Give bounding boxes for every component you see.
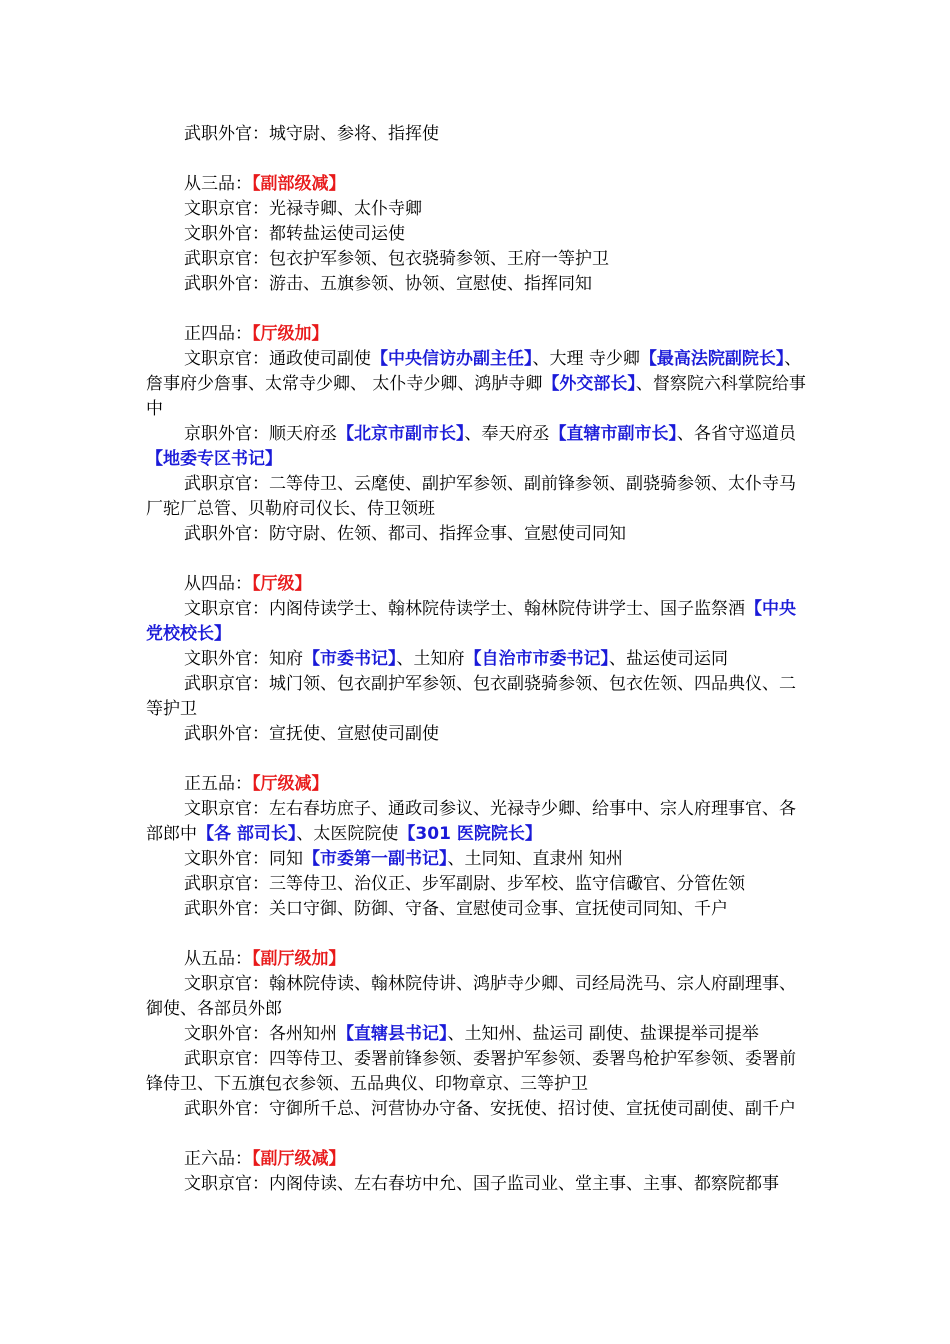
official-titles: 、土同知、直隶州 知州	[447, 849, 623, 869]
modern-equivalent: 【最高法院副院长】	[639, 349, 785, 369]
official-list-paragraph	[146, 197, 811, 222]
official-list-paragraph	[146, 222, 811, 247]
grade-section	[146, 172, 811, 297]
official-titles: 武职外官：宣抚使、宣慰使司副使	[184, 724, 439, 744]
document-content	[146, 122, 811, 1222]
official-list-paragraph	[146, 972, 811, 1022]
official-titles: 、盐运使司运同	[609, 649, 728, 669]
official-titles: 、督察院六科掌院给事 中	[146, 374, 806, 419]
modern-rank-label: 【副厅级减】	[252, 1149, 346, 1169]
modern-equivalent: 【直辖市副市长】	[549, 424, 677, 444]
grade-label: 正六品：	[184, 1149, 252, 1169]
official-list-paragraph	[146, 1097, 811, 1122]
grade-section	[146, 947, 811, 1122]
grade-heading	[146, 572, 811, 597]
official-list-paragraph	[146, 272, 811, 297]
official-titles: 、詹事府少詹事、太常寺少卿、 太仆寺少卿、鸿胪寺卿	[146, 349, 802, 394]
official-list-paragraph	[146, 1172, 811, 1197]
modern-equivalent: 【北京市副市长】	[337, 424, 465, 444]
official-list-paragraph	[146, 797, 811, 847]
official-list-paragraph	[146, 647, 811, 672]
official-titles: 武职京官：二等侍卫、云麾使、副护军参领、副前锋参领、副骁骑参领、太仆寺马厂驼厂总管、贝勒府司仪长、侍卫领班	[146, 474, 796, 519]
official-titles: 、大理 寺少卿	[532, 349, 640, 369]
official-list-paragraph	[146, 872, 811, 897]
grade-label: 正四品：	[184, 324, 252, 344]
official-list-paragraph	[146, 522, 811, 547]
official-titles: 武职京官：城门领、包衣副护军参领、包衣副骁骑参领、包衣佐领、四品典仪、二等护卫	[146, 674, 796, 719]
official-titles: 武职京官：包衣护军参领、包衣骁骑参领、王府一等护卫	[184, 249, 609, 269]
modern-rank-label: 【副厅级加】	[252, 949, 346, 969]
grade-heading	[146, 172, 811, 197]
official-list-paragraph	[146, 722, 811, 747]
grade-heading	[146, 1147, 811, 1172]
official-titles: 武职外官：城守尉、参将、指挥使	[184, 124, 439, 144]
official-titles: 武职京官：三等侍卫、治仪正、步军副尉、步军校、监守信礮官、分管佐领	[184, 874, 745, 894]
official-list-paragraph	[146, 122, 811, 147]
modern-equivalent: 【外交部长】	[542, 374, 636, 394]
official-titles: 文职京官：光禄寺卿、太仆寺卿	[184, 199, 422, 219]
official-list-paragraph	[146, 1047, 811, 1097]
modern-equivalent: 【301 医院院长】	[398, 824, 542, 844]
modern-equivalent: 【直辖县书记】	[337, 1024, 448, 1044]
official-titles: 武职外官：游击、五旗参领、协领、宣慰使、指挥同知	[184, 274, 592, 294]
official-titles: 京职外官：顺天府丞	[184, 424, 337, 444]
grade-label: 正五品：	[184, 774, 252, 794]
modern-rank-label: 【厅级减】	[252, 774, 329, 794]
official-titles: 武职外官：关口守御、防御、守备、宣慰使司佥事、宣抚使司同知、千户	[184, 899, 728, 919]
grade-section	[146, 1147, 811, 1197]
official-list-paragraph	[146, 597, 811, 647]
modern-equivalent: 【地委专区书记】	[146, 449, 282, 469]
official-titles: 文职京官：内阁侍读学士、翰林院侍读学士、翰林院侍讲学士、国子监祭酒	[184, 599, 745, 619]
official-titles: 文职外官：各州知州	[184, 1024, 337, 1044]
modern-rank-label: 【厅级】	[252, 574, 312, 594]
official-titles: 、土知州、盐运司 副使、盐课提举司提举	[447, 1024, 759, 1044]
official-list-paragraph	[146, 472, 811, 522]
official-list-paragraph	[146, 347, 811, 422]
modern-equivalent: 【自治市市委书记】	[464, 649, 609, 669]
modern-equivalent: 【中央信访办副主任】	[371, 349, 533, 369]
official-titles: 文职外官：都转盐运使司运使	[184, 224, 405, 244]
grade-section	[146, 122, 811, 147]
official-list-paragraph	[146, 897, 811, 922]
official-titles: 文职外官：同知	[184, 849, 303, 869]
modern-equivalent: 【市委书记】	[303, 649, 397, 669]
grade-label: 从四品：	[184, 574, 252, 594]
official-titles: 、各省守巡道员	[677, 424, 796, 444]
official-titles: 武职外官：防守尉、佐领、都司、指挥佥事、宣慰使司同知	[184, 524, 626, 544]
grade-section	[146, 772, 811, 922]
official-titles: 、土知府	[396, 649, 465, 669]
official-titles: 文职京官：翰林院侍读、翰林院侍讲、鸿胪寺少卿、司经局洗马、宗人府副理事、御使、各部员外郎	[146, 974, 796, 1019]
modern-equivalent: 【中央党校校长】	[146, 599, 796, 644]
grade-section	[146, 572, 811, 747]
official-list-paragraph	[146, 1022, 811, 1047]
grade-heading	[146, 947, 811, 972]
modern-rank-label: 【副部级减】	[252, 174, 346, 194]
official-titles: 文职京官：内阁侍读、左右春坊中允、国子监司业、堂主事、主事、都察院都事	[184, 1174, 779, 1194]
modern-equivalent: 【各 部司长】	[197, 824, 297, 844]
official-titles: 武职外官：守御所千总、河营协办守备、安抚使、招讨使、宣抚使司副使、副千户	[184, 1099, 796, 1119]
official-titles: 武职京官：四等侍卫、委署前锋参领、委署护军参领、委署鸟枪护军参领、委署前锋侍卫、下五旗包衣参领、五品典仪、印物章京、三等护卫	[146, 1049, 796, 1094]
official-list-paragraph	[146, 422, 811, 472]
official-list-paragraph	[146, 847, 811, 872]
grade-label: 从五品：	[184, 949, 252, 969]
official-titles: 、奉天府丞	[464, 424, 550, 444]
modern-equivalent: 【市委第一副书记】	[303, 849, 448, 869]
official-list-paragraph	[146, 672, 811, 722]
grade-heading	[146, 772, 811, 797]
official-titles: 文职京官：通政使司副使	[184, 349, 371, 369]
grade-heading	[146, 322, 811, 347]
official-titles: 文职京官：左右春坊庶子、通政司参议、光禄寺少卿、给事中、宗人府理事官、各部郎中	[146, 799, 796, 844]
grade-section	[146, 322, 811, 547]
official-titles: 文职外官：知府	[184, 649, 303, 669]
grade-label: 从三品：	[184, 174, 252, 194]
official-list-paragraph	[146, 247, 811, 272]
modern-rank-label: 【厅级加】	[252, 324, 329, 344]
official-titles: 、太医院院使	[296, 824, 399, 844]
